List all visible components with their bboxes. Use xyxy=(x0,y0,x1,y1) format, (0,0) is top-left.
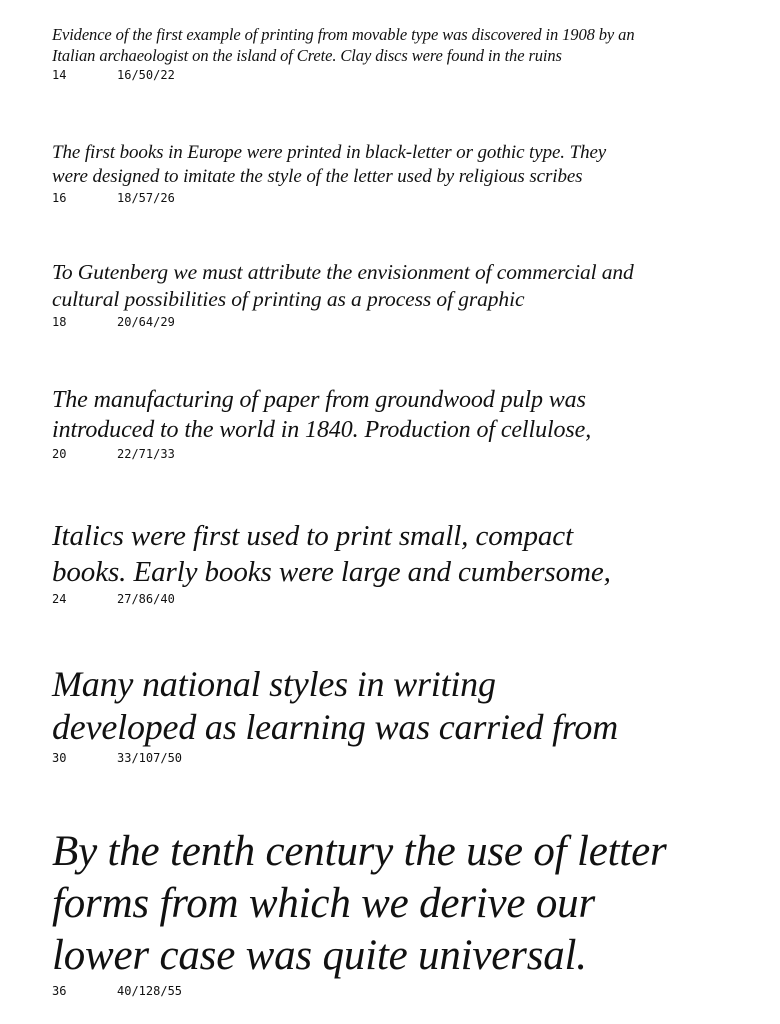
sample-line: introduced to the world in 1840. Production of cellulose, xyxy=(52,417,592,443)
sample-line: By the tenth century the use of letter xyxy=(52,828,667,875)
sample-text xyxy=(52,385,760,445)
point-size: 20 xyxy=(52,447,67,461)
point-size: 16 xyxy=(52,191,67,205)
type-metrics: 33/107/50 xyxy=(117,751,183,765)
type-sample-36pt xyxy=(52,826,760,1000)
type-metrics: 16/50/22 xyxy=(117,68,175,82)
type-metrics: 18/57/26 xyxy=(117,191,175,205)
type-metrics: 40/128/55 xyxy=(117,984,183,998)
sample-line: cultural possibilities of printing as a process of graphic xyxy=(52,287,525,311)
type-spec xyxy=(52,592,760,608)
type-spec xyxy=(52,447,760,463)
type-spec xyxy=(52,984,760,1000)
sample-line: forms from which we derive our xyxy=(52,880,596,927)
sample-text xyxy=(52,141,760,189)
sample-line: The manufacturing of paper from groundwood pulp was xyxy=(52,387,586,413)
type-sample-30pt xyxy=(52,663,760,767)
type-spec xyxy=(52,191,760,207)
type-sample-16pt xyxy=(52,141,760,207)
sample-text xyxy=(52,663,760,749)
type-spec xyxy=(52,68,760,84)
sample-line: To Gutenberg we must attribute the envisionment of commercial and xyxy=(52,260,634,284)
sample-line: lower case was quite universal. xyxy=(52,932,587,979)
sample-line: Many national styles in writing xyxy=(52,664,496,704)
point-size: 24 xyxy=(52,592,67,606)
type-spec xyxy=(52,751,760,767)
sample-text xyxy=(52,826,760,982)
point-size: 36 xyxy=(52,984,67,998)
sample-text xyxy=(52,259,760,313)
type-sample-24pt xyxy=(52,518,760,608)
sample-line: developed as learning was carried from xyxy=(52,707,618,747)
sample-line: Evidence of the first example of printing from movable type was discovered in 1908 by an xyxy=(52,25,635,44)
point-size: 18 xyxy=(52,315,67,329)
sample-text xyxy=(52,24,760,66)
type-metrics: 27/86/40 xyxy=(117,592,175,606)
sample-line: The first books in Europe were printed in black-letter or gothic type. They xyxy=(52,142,607,163)
sample-line: Italics were first used to print small, compact xyxy=(52,520,574,552)
type-sample-20pt xyxy=(52,385,760,463)
sample-text xyxy=(52,518,760,590)
sample-line: were designed to imitate the style of the letter used by religious scribes xyxy=(52,166,583,187)
point-size: 30 xyxy=(52,751,67,765)
type-metrics: 22/71/33 xyxy=(117,447,175,461)
point-size: 14 xyxy=(52,68,67,82)
type-sample-18pt xyxy=(52,259,760,331)
sample-line: books. Early books were large and cumbersome, xyxy=(52,556,611,588)
type-spec xyxy=(52,315,760,331)
sample-line: Italian archaeologist on the island of Crete. Clay discs were found in the ruins xyxy=(52,46,562,65)
type-sample-14pt xyxy=(52,24,760,84)
type-metrics: 20/64/29 xyxy=(117,315,175,329)
